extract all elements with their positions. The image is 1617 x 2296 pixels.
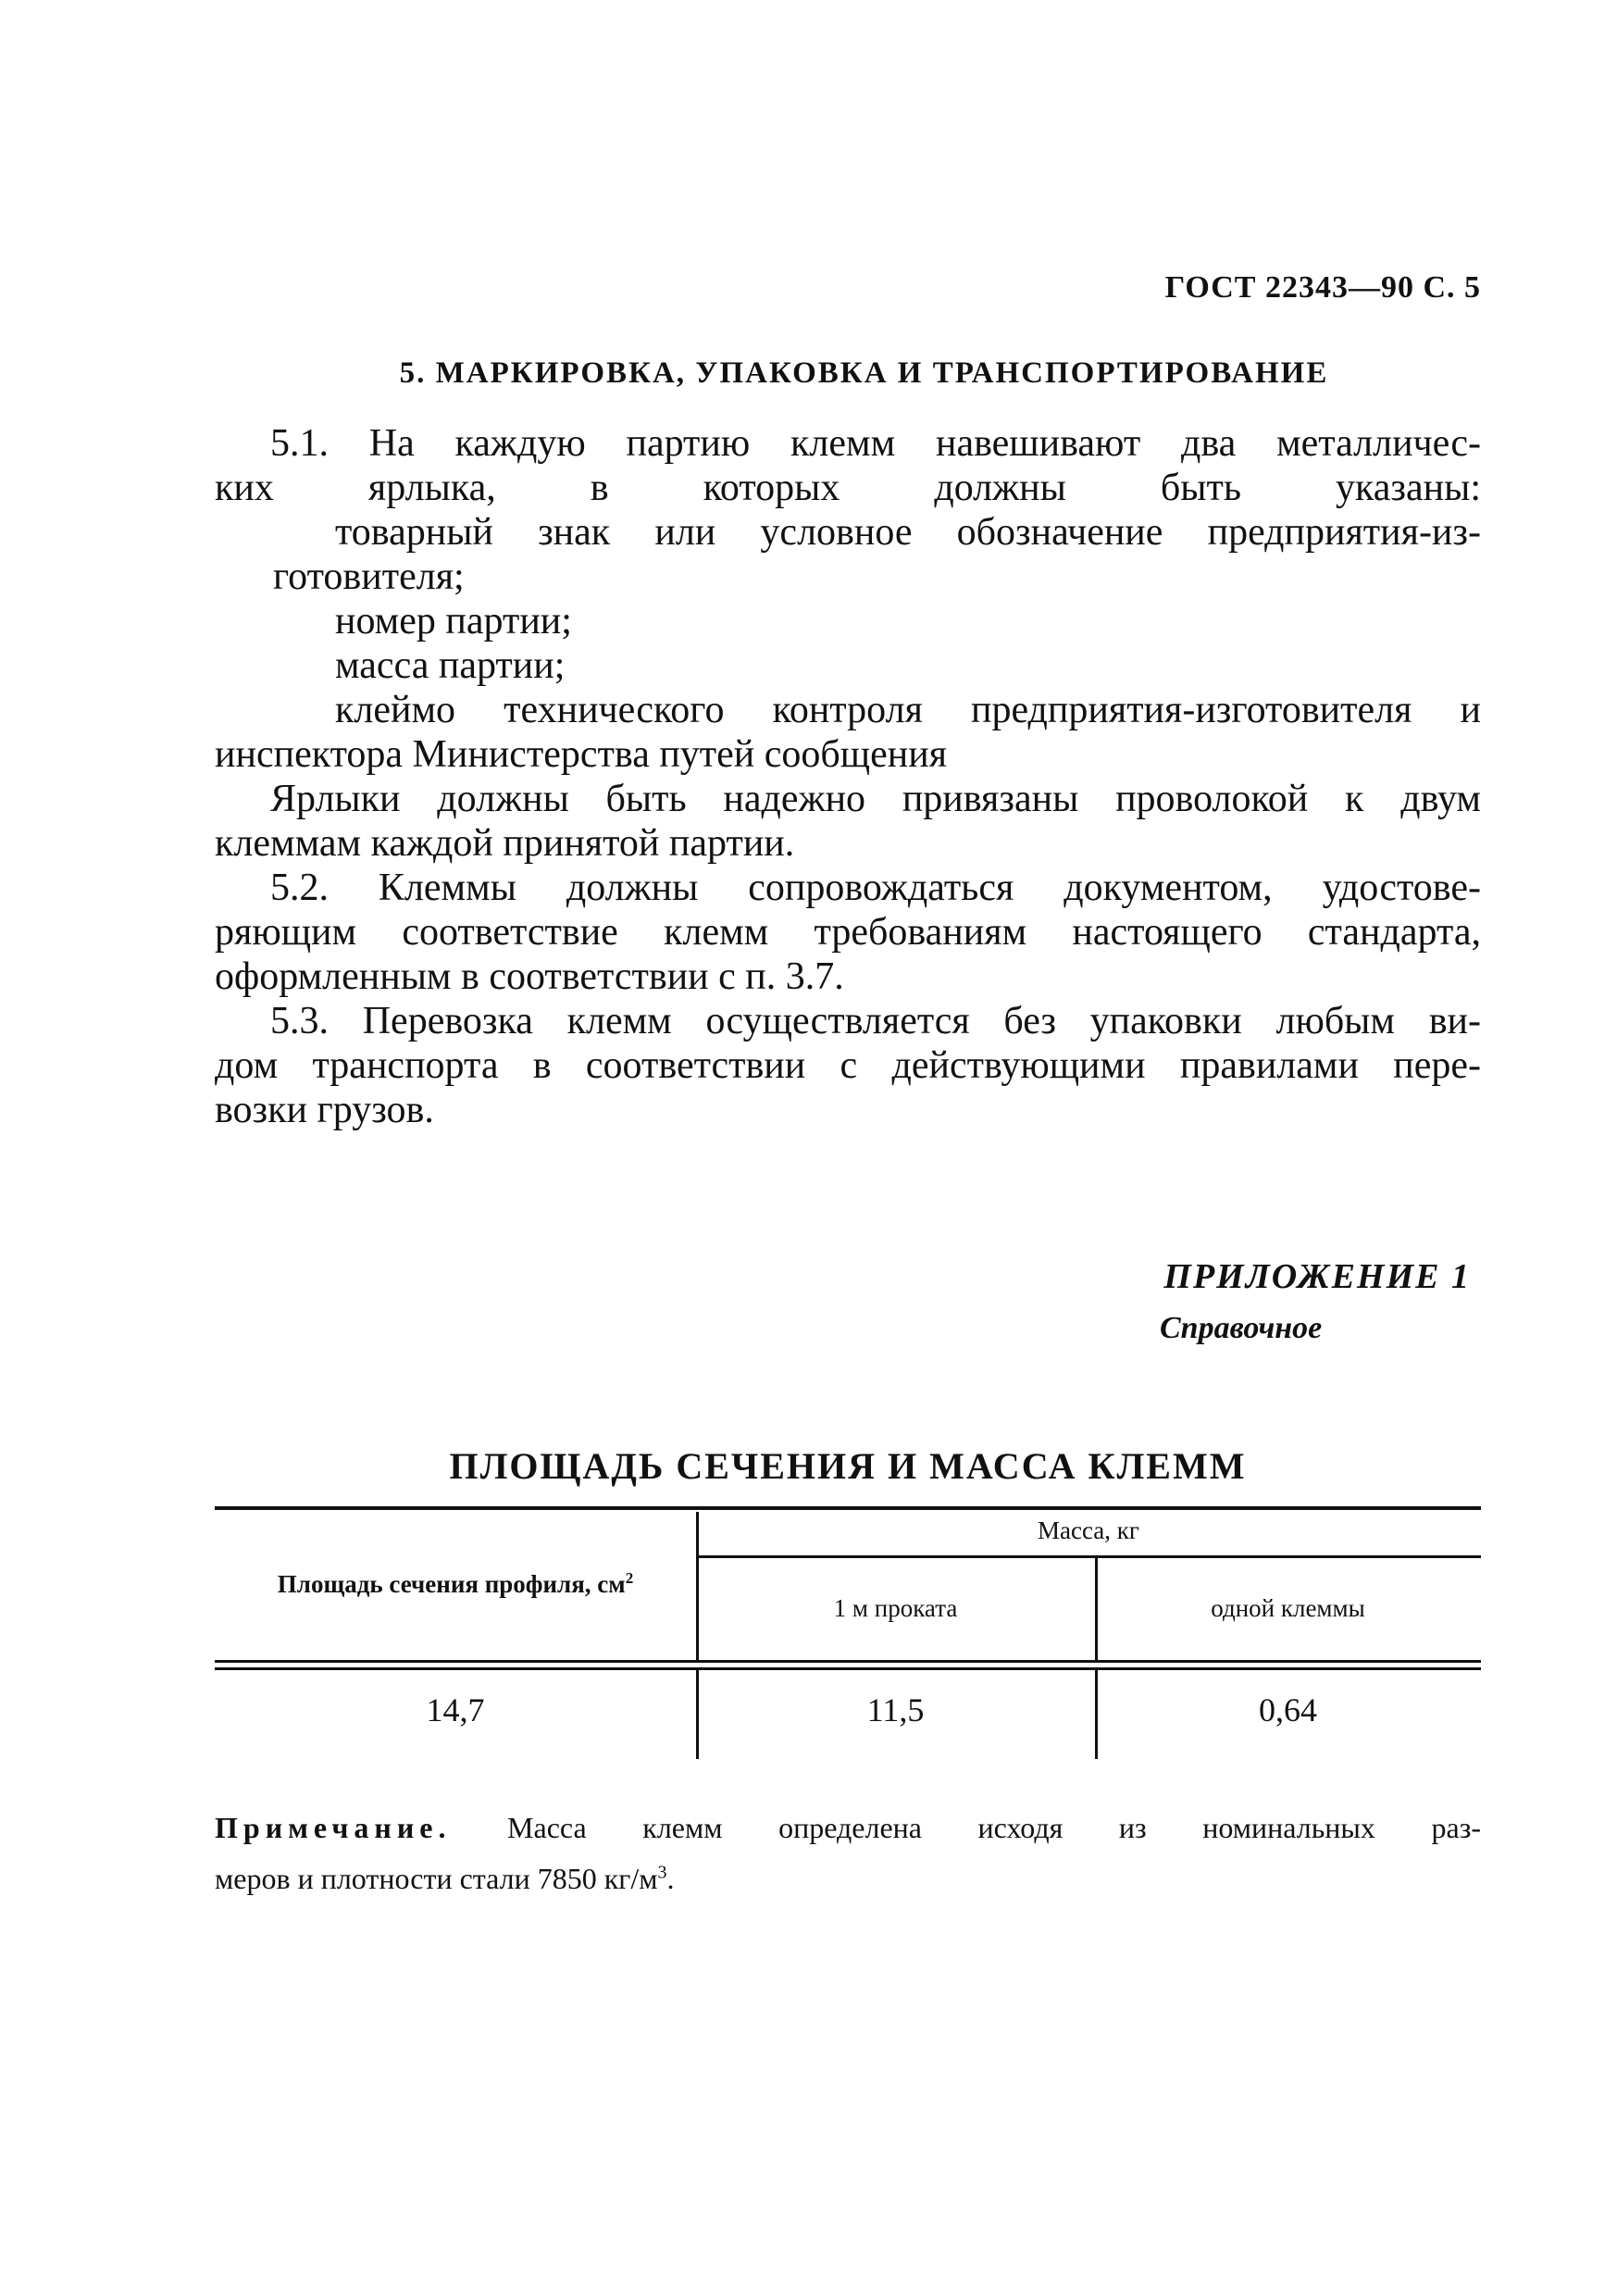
table-group-rule [696,1555,1481,1558]
table-note-line [215,1862,675,1895]
note-text: Масса клемм определена исходя из номинальных раз- [507,1811,1482,1844]
section-title: 5. МАРКИРОВКА, УПАКОВКА И ТРАНСПОРТИРОВАНИЕ [399,356,1329,390]
list-item-line: номер партии; [335,600,572,643]
table-cell-mass-per-meter: 11,5 [866,1691,925,1728]
table-header-rule [215,1660,1481,1663]
table-top-rule [215,1506,1481,1510]
table-header-mass: Масса, кг [1038,1516,1139,1544]
paragraph-line: клеммам каждой принятой партии. [215,822,795,865]
paragraph-line: дом транспорта в соответствии с действующими правилами пере- [215,1044,1481,1087]
paragraph-line: 5.2. Клеммы должны сопровождаться документом, удостове- [270,867,1481,909]
list-item-line: инспектора Министерства путей сообщения [215,733,948,776]
paragraph-line: 5.1. На каждую партию клемм навешивают два металличес- [270,422,1481,465]
paragraph-line: 5.3. Перевозка клемм осуществляется без упаковки любым ви- [270,1000,1481,1042]
note-sup: 3 [657,1862,667,1882]
table-note [215,1805,1481,1901]
paragraph-line: ких ярлыка, в которых должны быть указаны: [215,467,1481,509]
note-text-end: . [666,1861,675,1895]
paragraph-line: возки грузов. [215,1089,434,1131]
table-header-area-sup: 2 [625,1569,634,1587]
paragraph-line: Ярлыки должны быть надежно привязаны проволокой к двум [270,778,1481,820]
appendix-subtitle: Справочное [1160,1311,1323,1345]
document-reference: ГОСТ 22343—90 С. 5 [1164,270,1481,305]
paragraph-line: оформленным в соответствии с п. 3.7. [215,955,844,998]
list-item-line: товарный знак или условное обозначение предприятия-из- [335,511,1481,554]
note-label: Примечание. [215,1811,452,1844]
list-item-line: клеймо технического контроля предприятия-изготовителя и [335,689,1481,731]
paragraph-line: ряющим соответствие клемм требованиям настоящего стандарта, [215,911,1481,954]
table-note-line [215,1805,1481,1850]
table-header-area-text: Площадь сечения профиля, см [277,1570,626,1598]
note-text: меров и плотности стали 7850 кг/м [215,1861,658,1895]
table-cell-mass-per-clamp: 0,64 [1259,1691,1317,1728]
table-header-rule [215,1667,1481,1670]
table-title: ПЛОЩАДЬ СЕЧЕНИЯ И МАССА КЛЕММ [449,1445,1247,1487]
list-item-line: масса партии; [335,644,566,687]
table-header-per-meter: 1 м проката [833,1594,958,1622]
list-item-line: готовителя; [273,555,465,598]
appendix-label: ПРИЛОЖЕНИЕ 1 [1163,1257,1471,1296]
table-header-per-clamp: одной клеммы [1211,1594,1365,1622]
table-cell-area: 14,7 [426,1691,485,1728]
table-header-area [215,1569,696,1599]
